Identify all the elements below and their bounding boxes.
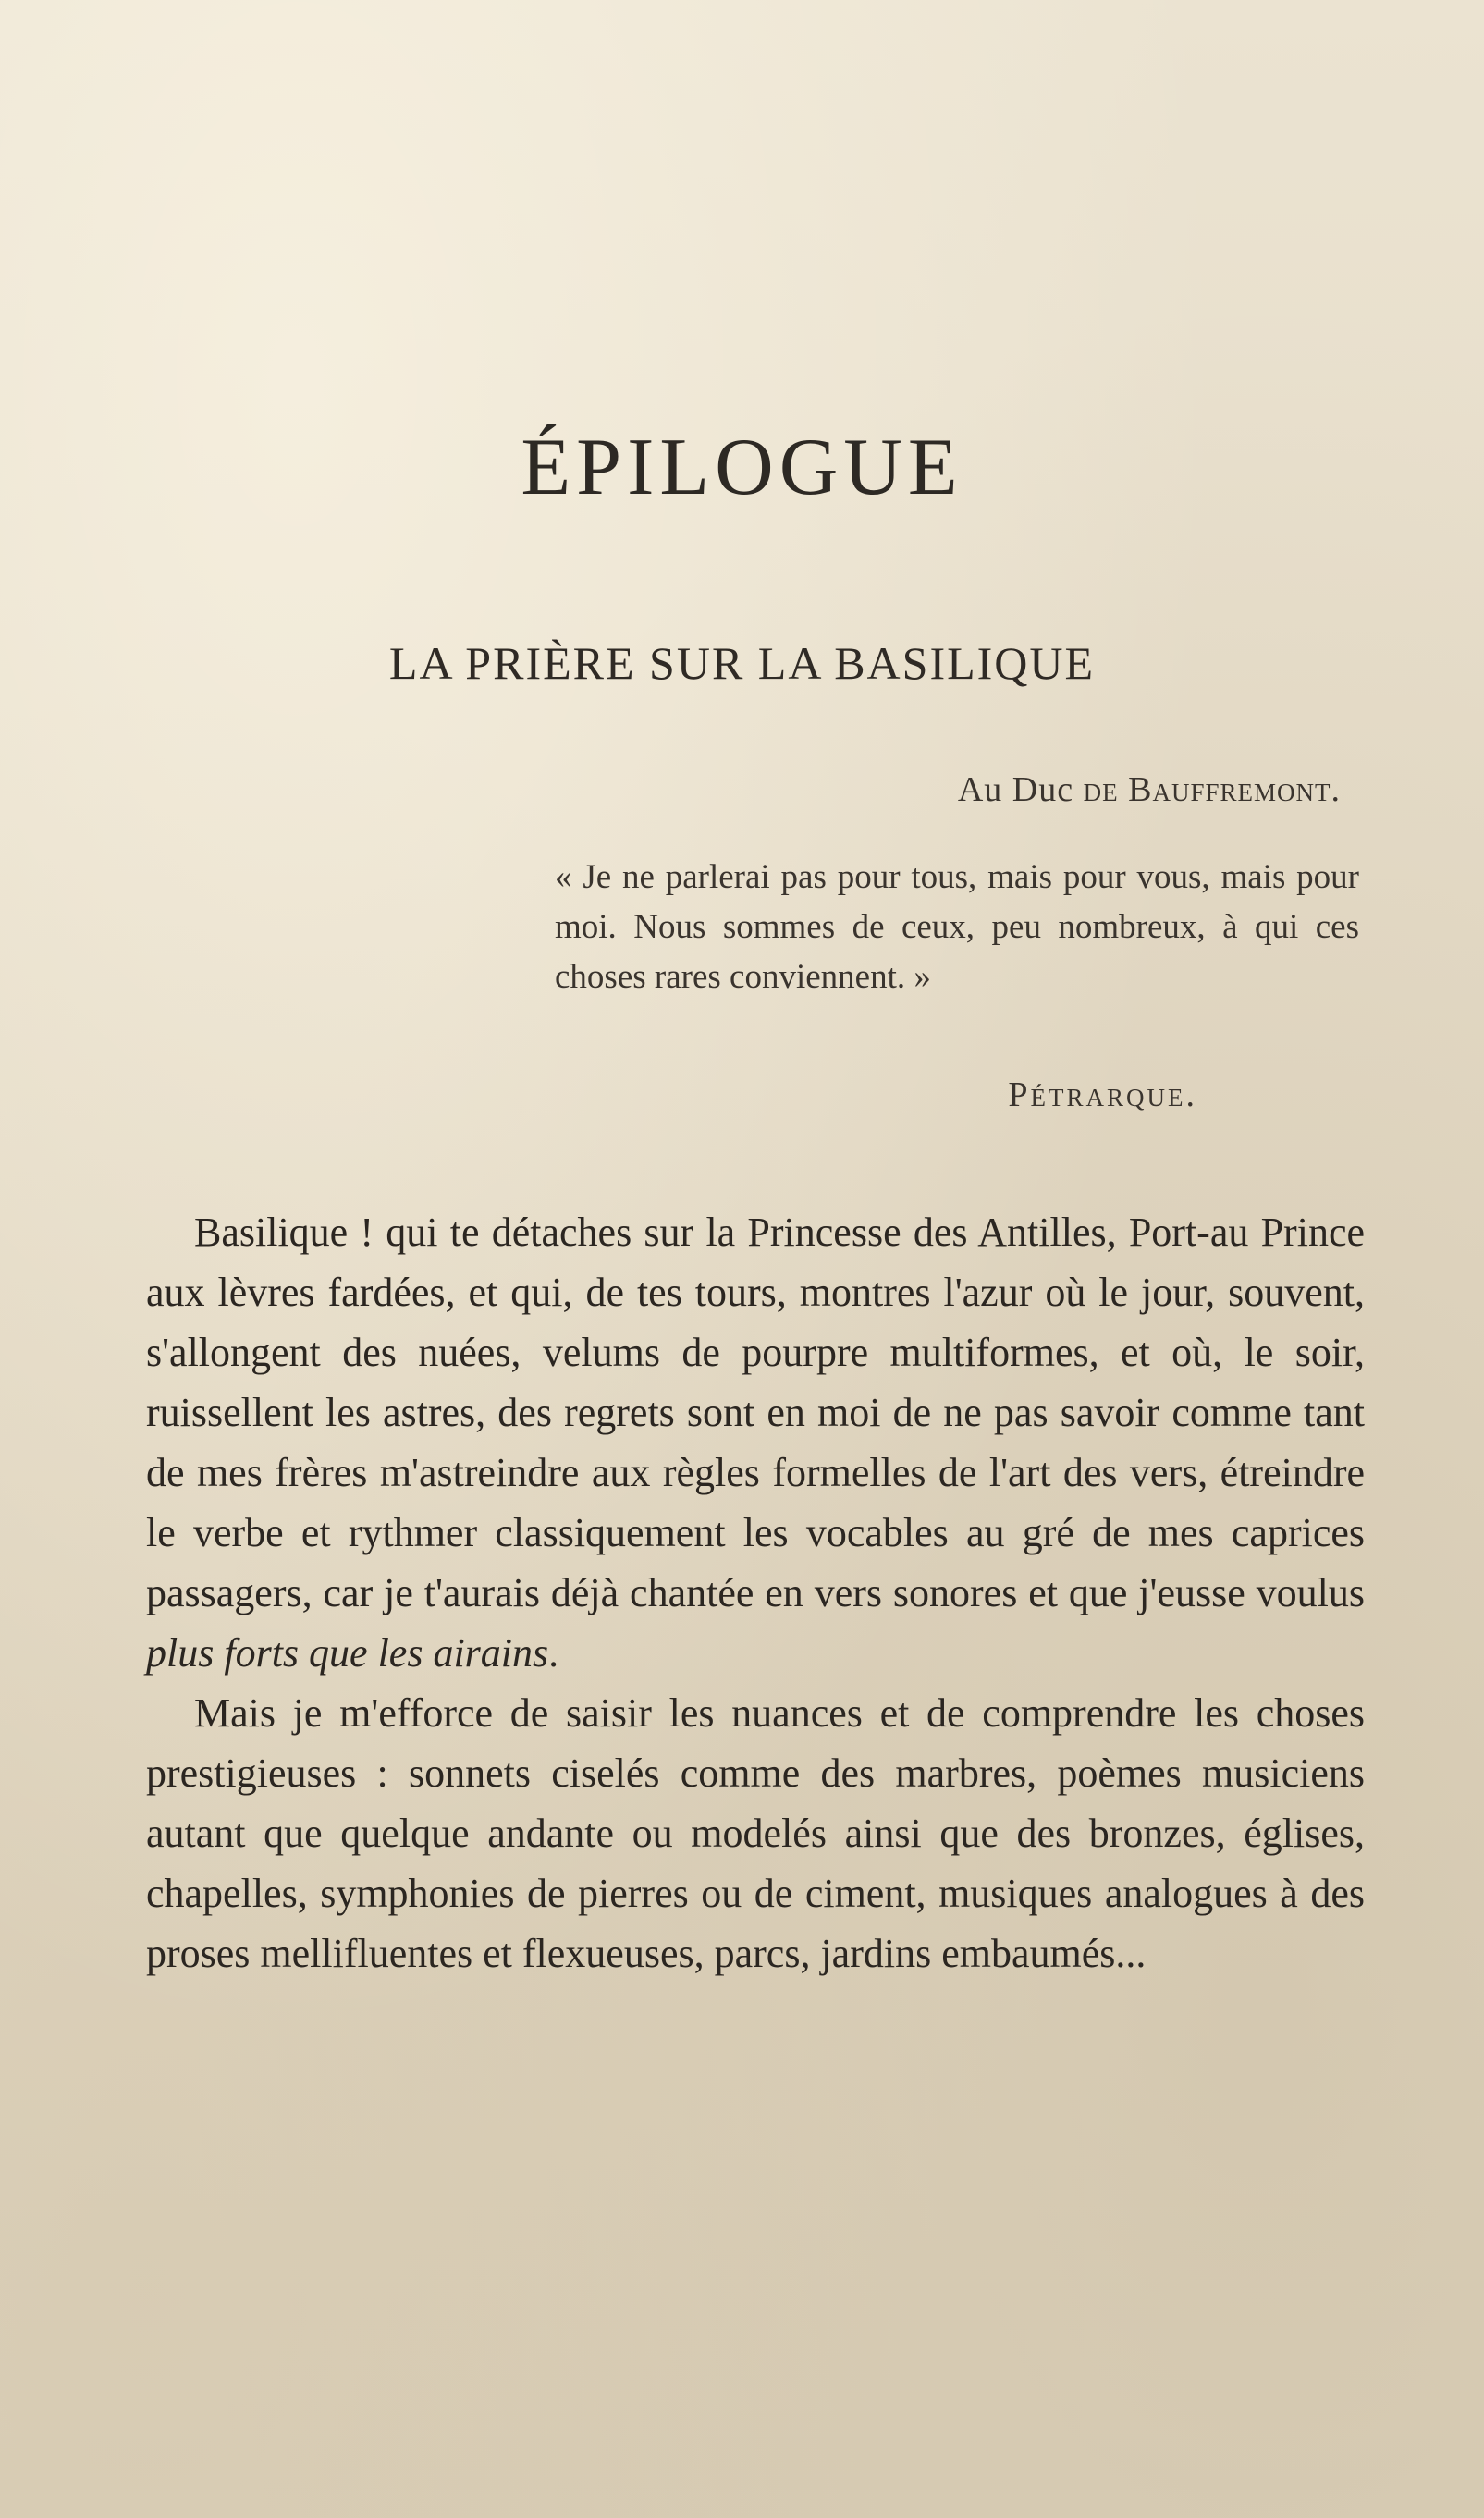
- dedication-name: de Bauffremont.: [1083, 770, 1341, 809]
- paragraph-2: Mais je m'efforce de saisir les nuances et de comprendre les choses prestigieuses : sonnets ciselés comme des marbres, poèmes musiciens autant que quelque andante ou modelés ainsi que des bronzes, églises, chapelles, symphonies de pierres ou de ciment, musiques analogues à des proses mellifluentes et flexueuses, parcs, jardins embaumés...: [146, 1690, 1365, 1976]
- epigraph-author: Pétrarque.: [1008, 1075, 1197, 1114]
- chapter-title: ÉPILOGUE: [521, 423, 963, 512]
- body-text: [146, 1202, 1365, 1984]
- paragraph-1-end: .: [548, 1630, 559, 1676]
- dedication: [958, 769, 1341, 810]
- paragraph-1-italic: plus forts que les airains: [146, 1630, 549, 1676]
- chapter-subtitle: LA PRIÈRE SUR LA BASILIQUE: [388, 637, 1096, 689]
- epigraph-quote: « Je ne parlerai pas pour tous, mais pour vous, mais pour moi. Nous sommes de ceux, peu nombreux, à qui ces choses rares conviennent. »: [555, 858, 1359, 996]
- paragraph-1-text: Basilique ! qui te détaches sur la Princesse des Antilles, Port-au Prince aux lèvres fardées, et qui, de tes tours, montres l'azur où le jour, souvent, s'allongent des nuées, velums de pourpre multiformes, et où, le soir, ruissellent les astres, des regrets sont en moi de ne pas savoir comme tant de mes frères m'astreindre aux règles formelles de l'art des vers, étreindre le verbe et rythmer classiquement les vocables au gré de mes caprices passagers, car je t'aurais déjà chantée en vers sonores et que j'eusse voulus: [146, 1210, 1365, 1615]
- dedication-prefix: Au Duc: [957, 770, 1084, 809]
- paragraph-1: [146, 1202, 1365, 1683]
